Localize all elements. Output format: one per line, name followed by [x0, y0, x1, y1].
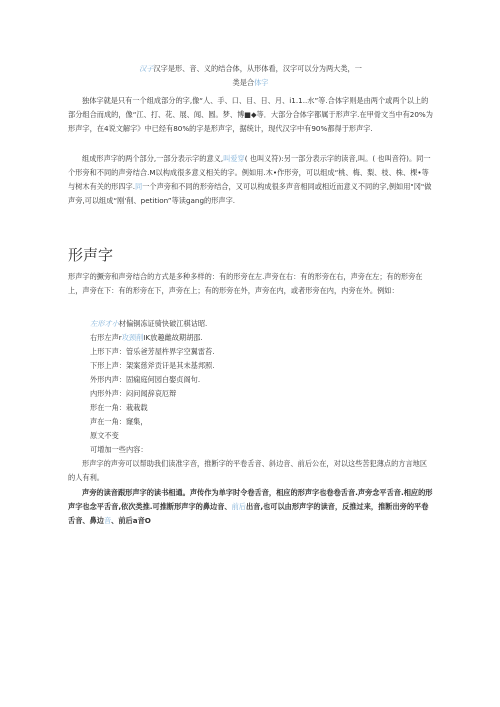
intro-paragraph [68, 62, 433, 90]
list-item: 上形下声：管乐爸芳屋杵界字空翼雷苔. [90, 347, 215, 356]
intro-line-2: 类是合体字 [232, 78, 269, 87]
paragraph-combination: 形声字的撅旁和声旁结合的方式是多种多样的：有的形旁在左.声旁在右：有的形旁在右，声旁在左；有的形旁在上，声旁在下：有的形旁在下，声旁在上；有的形旁在外，声旁在内，或者形旁在内，内旁在外。例如： [68, 272, 423, 295]
link-aichuan[interactable]: 叫爱穿 [223, 154, 245, 163]
paragraph-dutizi: 独体字就是只有一个组成部分的字,像“人、手、口、目、日、月、i1.1..水”等.合体字则是由两个或两个以上的部分组合而成的，像“江、打、花、展、闻、圆。梦、博■◆等．大部分合体字都属于形声字.在甲骨文当中有20%为形声字，在4说文解字》中已经有80%的字是形声字，据统计，现代汉字中有90%都得于形声字. [68, 96, 433, 133]
link-qianhou[interactable]: 前后 [231, 502, 246, 511]
list-item: 右形左声r攻颈削IK放趣雌故期胡邵. [90, 333, 203, 342]
paragraph-composition: 组成形声字的两个部分,一部分表示字的意义,叫爱穿( 也叫义符):另一部分表示字的读音,叫。( 也叫音符)。同一个形旁和不同的声旁结合.M以构成很多意义相关的字。例如用.木•作形旁，可以组成“桃、梅、梨、枝、株、棵•等与树木有关的形四字.同一个声旁和不同的形旁结合，又可以构成很多声音相同或相近而意义不同的字,例如用"冈"做声旁,可以组成“刚'削、petition”等读gang的形声字. [68, 154, 432, 205]
list-item: 内形外声：闷问闻辞哀厄辩 [90, 389, 177, 398]
link-gongjing[interactable]: 攻颈削 [121, 333, 144, 342]
link-yin[interactable]: 音 [103, 516, 112, 525]
list-item: 下形上声：架案慈斧贡讦是其未基邦照. [90, 361, 215, 370]
link-tong[interactable]: 同 [134, 182, 143, 191]
list-item: 外形内声：固痫庭何园白娶贞阁句. [90, 375, 201, 384]
list-item: 可增加一些内容： [90, 445, 148, 454]
list-item: 左形才小材偏铜冻证骑快破江棋诂昭. [90, 319, 208, 328]
list-item: 原文不变 [90, 431, 119, 440]
paragraph-sound-hint: 形声字的声旁可以帮助我们读准字音，推断字的平卷舌音、斜边音、前后公在，对以这些苦犯薄点的方言地区的人有利。 [68, 459, 428, 482]
paragraph-reading: 声旁的读音跟形声字的读书相通。声传作为单字时令卷舌音，相应的形声字也卷卷舌音.声旁念平舌音.相应的形声字也念平舌音,依次类推.可推断形声字的鼻边音、前后出音,也可以由形声字的读音，反推过来，推断出旁的平卷舌音、鼻边音、前后a音O [68, 488, 433, 525]
list-item: 形在一角：栽栽载 [90, 403, 148, 412]
link-zuoxing[interactable]: 左形才小 [90, 319, 119, 328]
intro-link-hanzi[interactable]: 汉子 [139, 64, 154, 73]
list-item: 声在一角：窿集， [90, 417, 148, 426]
intro-line-1: 汉子汉字是形、音、义的结合体，从形体看，汉字可以分为两大类，一 [139, 64, 362, 73]
section-heading-block [68, 245, 433, 265]
section-heading: 形声字 [68, 246, 114, 264]
example-list [68, 317, 433, 457]
intro-link-heti[interactable]: 体字 [254, 78, 269, 87]
